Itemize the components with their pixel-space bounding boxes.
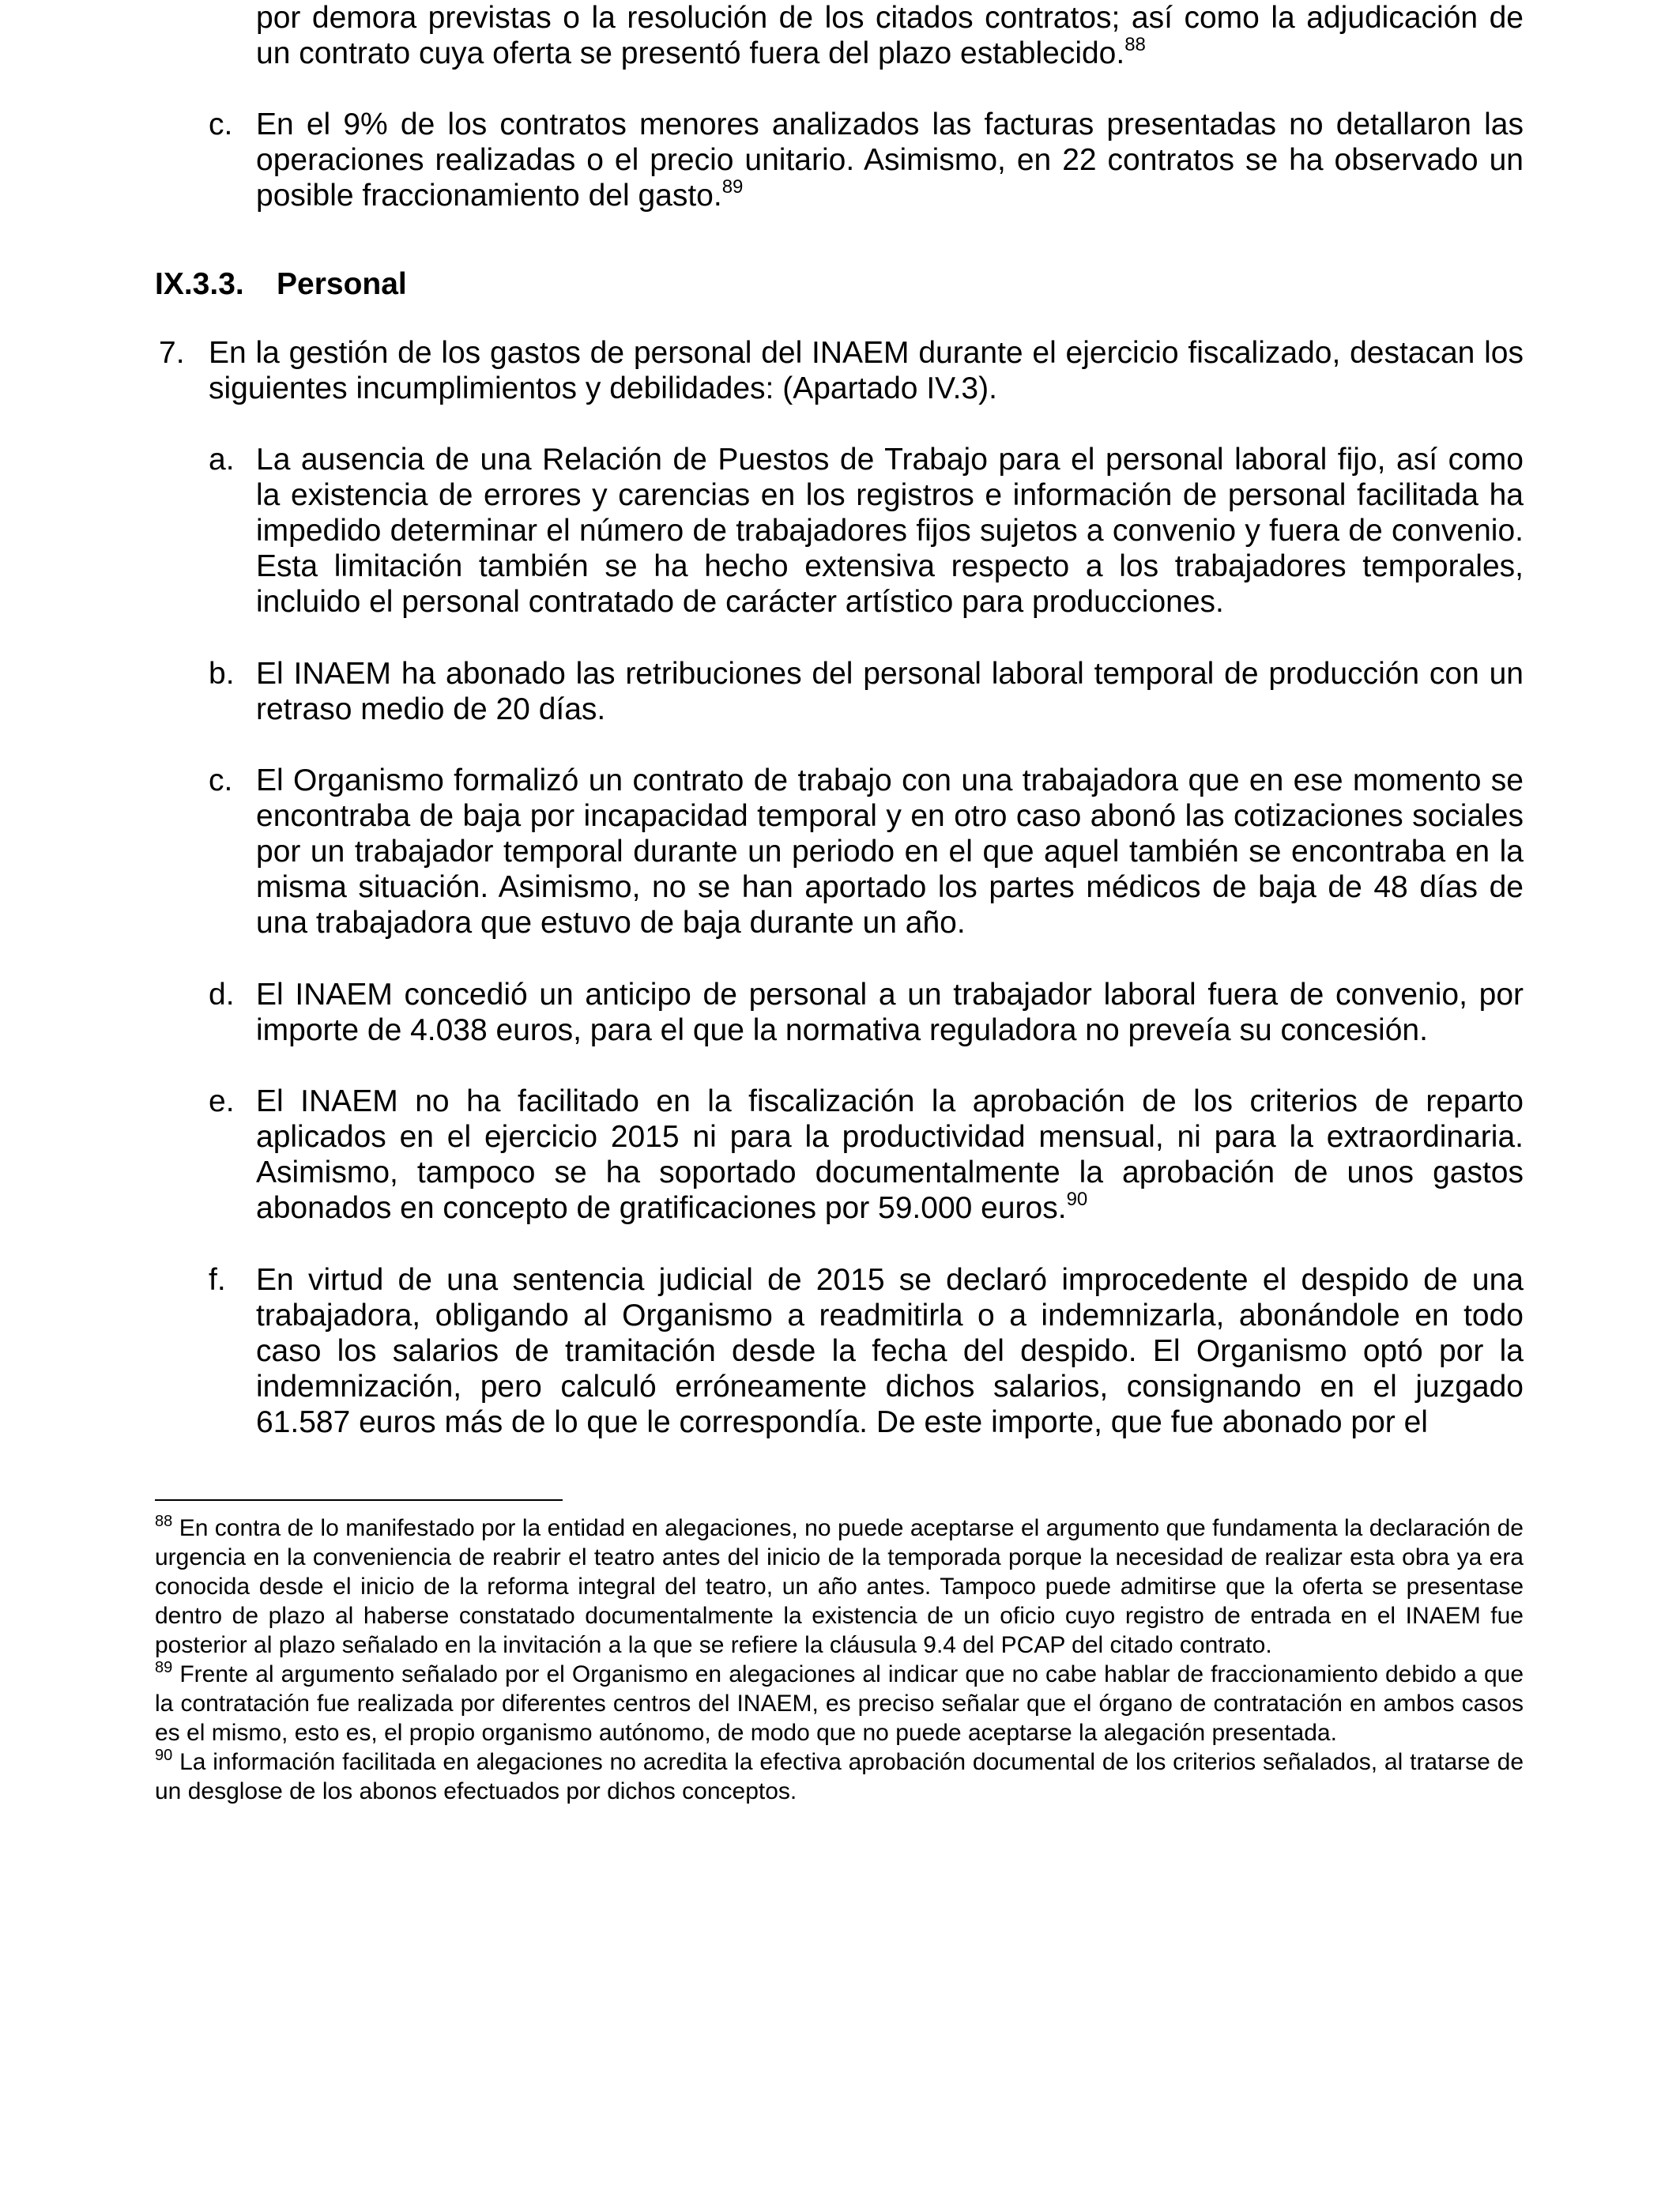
footnote-number: 90 <box>155 1747 173 1764</box>
footnote-ref-90[interactable]: 90 <box>1066 1189 1088 1210</box>
footnote-88: $^{88}$ En contra de lo manifestado por la entidad en alegaciones, no puede aceptarse el argumento que fundamenta la declaración de urgencia en la conveniencia de reabrir el teatro antes del inicio de la temporada porque la necesidad de realizar esta obra ya era conocida desde el inicio de la reforma integral del teatro, un año antes. Tampoco puede admitirse que la oferta se presentase dentro de plazo al haberse constatado documentalmente la existencia de un oficio cuyo registro de entrada en el INAEM fue posterior al plazo señalado en la invitación a la que se refiere la cláusula 9.4 del PCAP del citado contrato. <box>155 1513 1524 1658</box>
section-heading <box>155 266 407 302</box>
section-title: Personal <box>277 267 407 301</box>
section-number: IX.3.3. <box>155 267 244 301</box>
list-item-text: En virtud de una sentencia judicial de 2015 se declaró improcedente el despido de una trabajadora, obligando al Organismo a readmitirla o a indemnizarla, abonándole en todo caso los salarios de tramitación desde la fecha del despido. El Organismo optó por la indemnización, pero calculó erróneamente dichos salarios, consignando en el juzgado 61.587 euros más de lo que le correspondía. De este importe, que fue abonado por el <box>256 1263 1524 1439</box>
footnote-number: 88 <box>155 1513 173 1530</box>
list-item-text: El Organismo formalizó un contrato de trabajo con una trabajadora que en ese momento se encontraba de baja por incapacidad temporal y en otro caso abonó las cotizaciones sociales por un trabajador temporal durante un periodo en el que aquel también se encontraba en la misma situación. Asimismo, no se han aportado los partes médicos de baja de 48 días de una trabajadora que estuvo de baja durante un año. <box>256 763 1524 940</box>
list-marker: c. <box>209 763 233 797</box>
list-item-text: El INAEM concedió un anticipo de personal a un trabajador laboral fuera de convenio, por importe de 4.038 euros, para el que la normativa reguladora no preveía su concesión. <box>256 978 1524 1047</box>
list-item-text: El INAEM ha abonado las retribuciones del personal laboral temporal de producción con un retraso medio de 20 días. <box>256 657 1524 726</box>
footnote-89: $^{89}$ Frente al argumento señalado por el Organismo en alegaciones al indicar que no cabe hablar de fraccionamiento debido a que la contratación fue realizada por diferentes centros del INAEM, es preciso señalar que el órgano de contratación en ambos casos es el mismo, esto es, el propio organismo autónomo, de modo que no puede aceptarse la alegación presentada. <box>155 1659 1524 1746</box>
footnote-ref-88[interactable]: 88 <box>1124 34 1146 55</box>
list-marker: e. <box>209 1084 235 1118</box>
footnote-number: 89 <box>155 1659 173 1676</box>
footnote-ref-89[interactable]: 89 <box>721 176 744 198</box>
list-item-text: El INAEM no ha facilitado en la fiscalización la aprobación de los criterios de reparto aplicados en el ejercicio 2015 ni para la productividad mensual, ni para la extraordinaria. Asimismo, tampoco se ha soportado documentalmente la aprobación de unos gastos abonados en concepto de gratificaciones por 59.000 euros.$^{90}$ <box>256 1084 1524 1225</box>
list-marker: a. <box>209 443 235 477</box>
footnotes <box>155 1514 1524 1806</box>
list-item-text: La ausencia de una Relación de Puestos de Trabajo para el personal laboral fijo, así como la existencia de errores y carencias en los registros e información de personal facilitada ha impedido determinar el número de trabajadores fijos sujetos a convenio y fuera de convenio. Esta limitación también se ha hecho extensiva respecto a los trabajadores temporales, incluido el personal contratado de carácter artístico para producciones. <box>256 443 1524 619</box>
list-item-text: En el 9% de los contratos menores analizados las facturas presentadas no detallaron las operaciones realizadas o el precio unitario. Asimismo, en 22 contratos se ha observado un posible fraccionamiento del gasto.$^{89}$ <box>256 107 1524 213</box>
list-marker: f. <box>209 1263 226 1297</box>
list-item-text: por demora previstas o la resolución de los citados contratos; así como la adjudicación de un contrato cuya oferta se presentó fuera del plazo establecido.$^{88}$ <box>256 1 1524 70</box>
list-marker: d. <box>209 978 235 1012</box>
footnote-90: $^{90}$ La información facilitada en alegaciones no acredita la efectiva aprobación documental de los criterios señalados, al tratarse de un desglose de los abonos efectuados por dichos conceptos. <box>155 1747 1524 1804</box>
list-item-text: En la gestión de los gastos de personal del INAEM durante el ejercicio fiscalizado, destacan los siguientes incumplimientos y debilidades: (Apartado IV.3). <box>209 336 1524 405</box>
list-marker: b. <box>209 657 235 691</box>
list-marker: c. <box>209 107 233 141</box>
list-marker: 7. <box>159 336 185 370</box>
footnote-separator <box>155 1499 563 1501</box>
